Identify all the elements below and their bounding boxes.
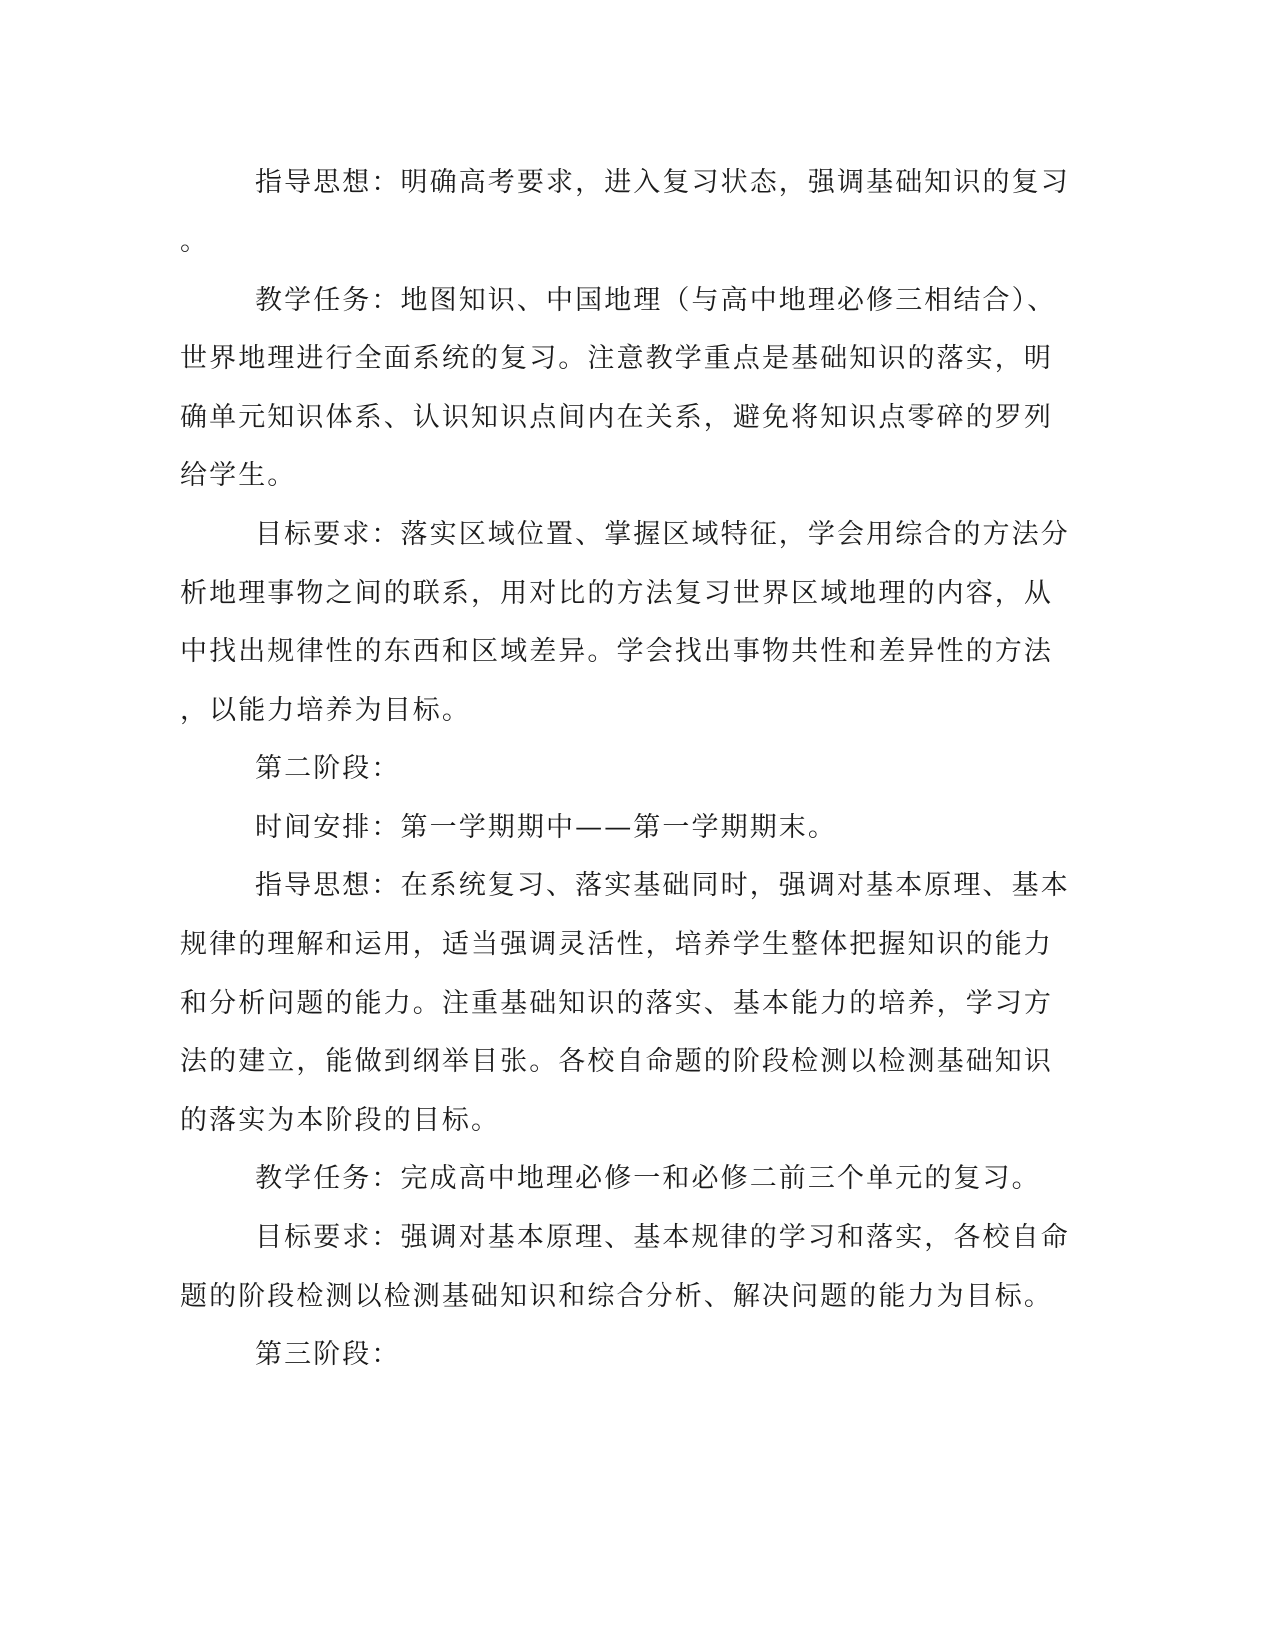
paragraph-stage2-guiding-line-2: 规律的理解和运用，适当强调灵活性，培养学生整体把握知识的能力 [180, 929, 1053, 960]
paragraph-stage2-guiding-line-4: 法的建立，能做到纲举目张。各校自命题的阶段检测以检测基础知识 [180, 1046, 1053, 1077]
paragraph-teaching-task-line-1: 教学任务：地图知识、中国地理（与高中地理必修三相结合）、 [255, 285, 1057, 316]
paragraph-stage2-guiding-line-1: 指导思想：在系统复习、落实基础同时，强调对基本原理、基本 [255, 870, 1070, 901]
section-heading-stage-3: 第三阶段： [255, 1339, 401, 1370]
paragraph-teaching-task-line-2: 世界地理进行全面系统的复习。注意教学重点是基础知识的落实，明 [180, 343, 1053, 374]
paragraph-time-schedule: 时间安排：第一学期期中——第一学期期末。 [255, 812, 837, 843]
paragraph-goal-requirement-line-3: 中找出规律性的东西和区域差异。学会找出事物共性和差异性的方法 [180, 636, 1053, 667]
paragraph-stage2-guiding-line-5: 的落实为本阶段的目标。 [180, 1105, 501, 1136]
paragraph-teaching-task-line-4: 给学生。 [180, 460, 297, 491]
paragraph-goal-requirement-line-2: 析地理事物之间的联系，用对比的方法复习世界区域地理的内容，从 [180, 578, 1053, 609]
paragraph-stage2-guiding-line-3: 和分析问题的能力。注重基础知识的落实、基本能力的培养，学习方 [180, 988, 1053, 1019]
paragraph-guiding-thought-line-1: 指导思想：明确高考要求，进入复习状态，强调基础知识的复习 [255, 167, 1070, 198]
paragraph-stage2-goal-line-1: 目标要求：强调对基本原理、基本规律的学习和落实，各校自命 [255, 1222, 1070, 1253]
paragraph-stage2-goal-line-2: 题的阶段检测以检测基础知识和综合分析、解决问题的能力为目标。 [180, 1281, 1053, 1312]
paragraph-stage2-task: 教学任务：完成高中地理必修一和必修二前三个单元的复习。 [255, 1163, 1041, 1194]
paragraph-goal-requirement-line-1: 目标要求：落实区域位置、掌握区域特征，学会用综合的方法分 [255, 519, 1070, 550]
paragraph-teaching-task-line-3: 确单元知识体系、认识知识点间内在关系，避免将知识点零碎的罗列 [180, 402, 1053, 433]
section-heading-stage-2: 第二阶段： [255, 753, 401, 784]
paragraph-goal-requirement-line-4: ，以能力培养为目标。 [180, 695, 471, 726]
paragraph-guiding-thought-line-2: 。 [180, 226, 210, 257]
